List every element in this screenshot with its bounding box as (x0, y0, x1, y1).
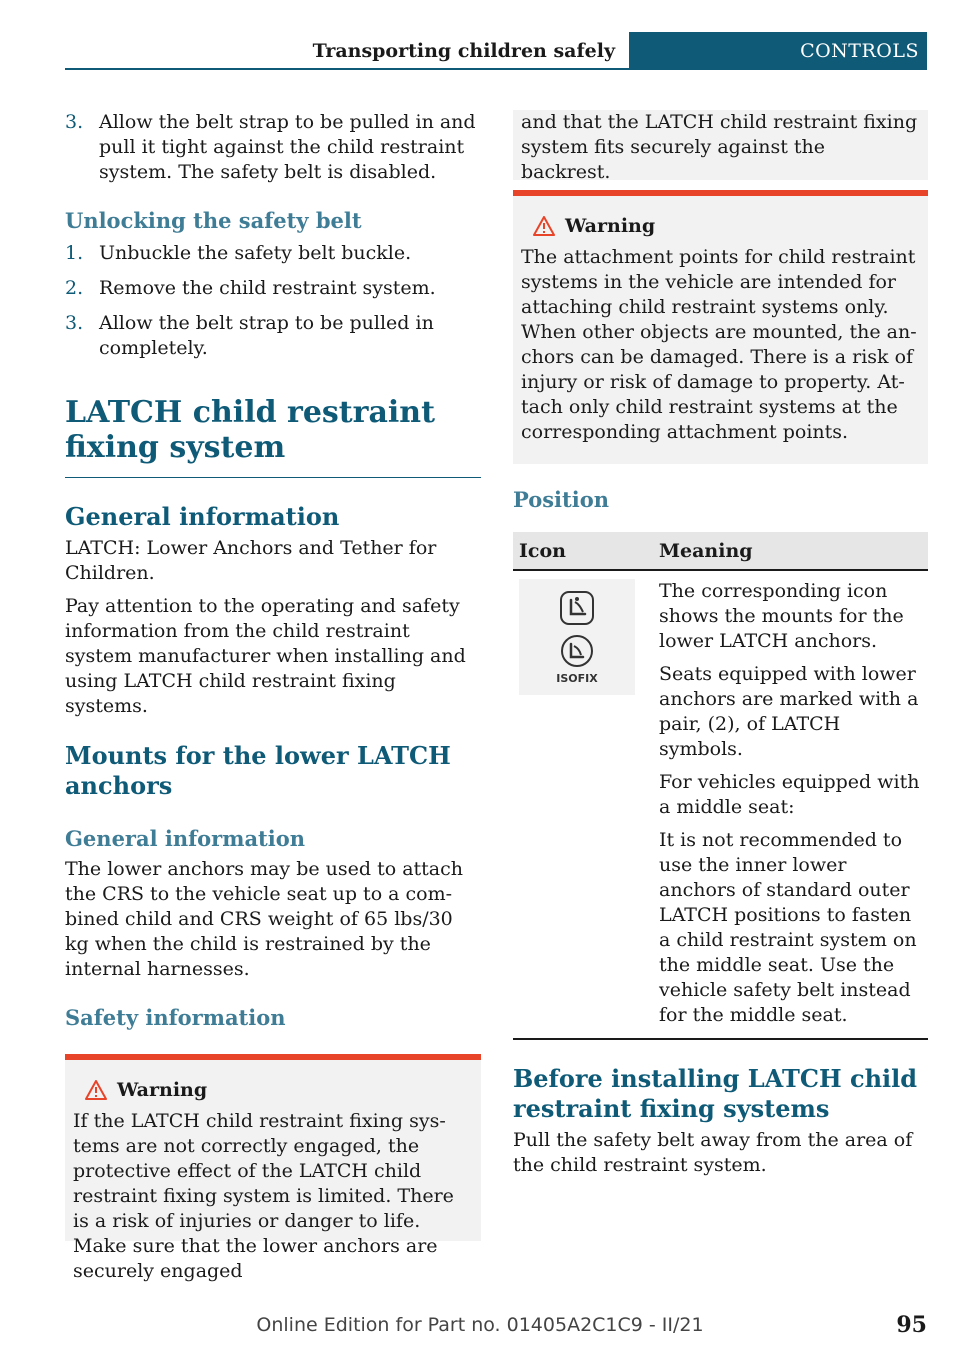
mounts-heading: Mounts for the lower LATCH anchors (65, 741, 451, 800)
meaning-paragraph: Seats equipped with lower anchors are marked with a pair, (2), of LATCH symbols. (659, 663, 919, 760)
before-installing-paragraph: Pull the safety belt away from the area of the child restraint system. (513, 1129, 913, 1176)
right-column (513, 110, 928, 1178)
column-header-meaning: Meaning (653, 532, 928, 570)
warning-icon (85, 1080, 107, 1100)
list-item (65, 110, 481, 185)
header-chapter-tab: CONTROLS (629, 32, 927, 70)
divider (65, 477, 481, 478)
warning-box-continued (513, 110, 928, 183)
before-installing-heading: Before installing LATCH child restraint fixing systems (513, 1064, 918, 1123)
warning-title (73, 1078, 473, 1103)
step-text: Remove the child restraint system. (99, 277, 436, 299)
step-text: Allow the belt strap to be pulled in and pull it tight against the child restraint system. The safety belt is disabled. (99, 111, 476, 183)
step-number: 3. (65, 111, 84, 133)
warning-text: The attachment points for child restraint systems in the vehicle are intended for attaching child restraint systems only. When other objects are mounted, the anchors can be damaged. There is a risk of injury or risk of damage to property. Attach only child restraint systems at the corresponding attachment points. (521, 246, 917, 443)
meaning-paragraph: It is not recommended to use the inner lower anchors of standard outer LATCH positions to fasten a child restraint system on the middle seat. Use the vehicle safety belt instead for the middle seat. (659, 829, 917, 1026)
general-paragraph-1: LATCH: Lower Anchors and Tether for Children. (65, 537, 437, 584)
mounts-paragraph: The lower anchors may be used to attach the CRS to the vehicle seat up to a combined child and CRS weight of 65 lbs/30 kg when the child is restrained by the internal harnesses. (65, 858, 464, 980)
header-section-title: Transporting children safely (65, 32, 629, 70)
step-number: 2. (65, 277, 84, 299)
warning-text-continued: and that the LATCH child restraint fixing system fits securely against the backrest. (521, 111, 918, 183)
safety-information-heading: Safety information (65, 1005, 286, 1030)
step-text: Allow the belt strap to be pulled in completely. (99, 312, 434, 359)
position-heading: Position (513, 487, 609, 512)
warning-title (521, 214, 920, 239)
unlocking-heading: Unlocking the safety belt (65, 208, 362, 233)
icon-cell (513, 570, 653, 1039)
footer-edition: Online Edition for Part no. 01405A2C1C9 - II/21 (256, 1314, 704, 1336)
list-item (65, 311, 481, 361)
step-number: 3. (65, 312, 84, 334)
column-header-icon: Icon (513, 532, 653, 570)
chapter-title: LATCH child restraint fixing system (65, 395, 435, 465)
warning-text: If the LATCH child restraint fixing systems are not correctly engaged, the protective effect of the LATCH child restraint fixing system is limited. There is a risk of injuries or danger to life. Make sure that the lower anchors are securely engaged (73, 1110, 454, 1282)
meaning-paragraph: For vehicles equipped with a middle seat: (659, 771, 920, 818)
table-row (513, 570, 928, 1039)
list-item (65, 241, 481, 266)
isofix-label: ISOFIX (556, 671, 598, 685)
general-information-heading: General information (65, 502, 340, 531)
warning-box (65, 1054, 481, 1282)
general-paragraph-2: Pay attention to the operating and safety information from the child restraint system manufacturer when installing and using LATCH child restraint fixing systems. (65, 595, 466, 717)
child-seat-icon (555, 590, 599, 630)
warning-icon (533, 216, 555, 236)
latch-icons (519, 579, 635, 695)
mounts-general-heading: General information (65, 826, 306, 851)
step-number: 1. (65, 242, 84, 264)
warning-box (513, 190, 928, 464)
step-text: Unbuckle the safety belt buckle. (99, 242, 412, 264)
left-column (65, 110, 481, 1282)
meaning-paragraph: The corresponding icon shows the mounts for the lower LATCH anchors. (659, 580, 904, 652)
warning-title-text: Warning (565, 215, 656, 237)
meaning-cell (653, 570, 928, 1039)
page-number: 95 (896, 1312, 927, 1338)
list-item (65, 276, 481, 301)
position-table (513, 532, 928, 1040)
warning-title-text: Warning (117, 1079, 208, 1101)
